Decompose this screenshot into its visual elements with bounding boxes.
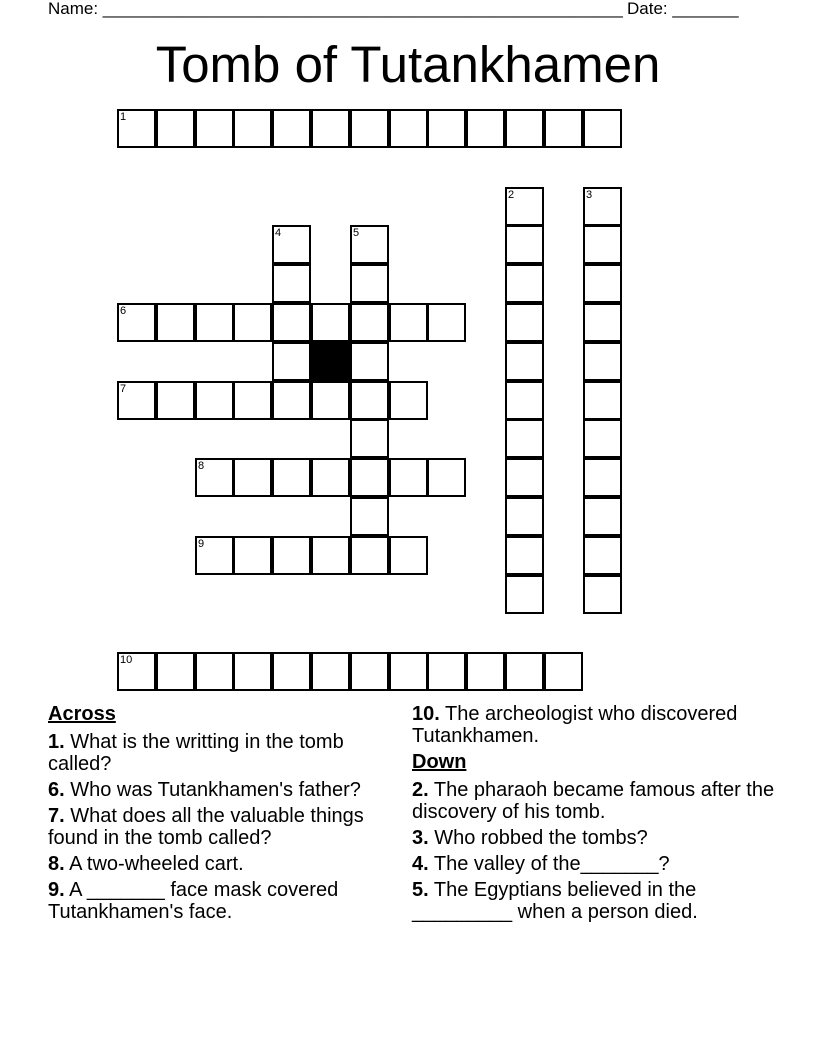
crossword-cell[interactable] — [389, 652, 428, 691]
crossword-cell[interactable] — [583, 303, 622, 342]
crossword-cell[interactable] — [156, 652, 195, 691]
crossword-cell[interactable] — [505, 575, 544, 614]
crossword-cell[interactable] — [583, 419, 622, 458]
crossword-cell[interactable] — [233, 458, 272, 497]
crossword-cell[interactable] — [233, 652, 272, 691]
crossword-cell[interactable] — [311, 536, 350, 575]
clue-number-label-7: 7 — [120, 383, 127, 395]
crossword-cell[interactable] — [272, 109, 311, 148]
clue-number: 9. — [48, 879, 65, 901]
crossword-cell[interactable] — [583, 187, 622, 226]
crossword-cell[interactable] — [233, 536, 272, 575]
clue-text: Who robbed the tombs? — [428, 827, 648, 849]
clue-number: 1. — [48, 731, 65, 753]
crossword-cell[interactable] — [583, 109, 622, 148]
crossword-cell[interactable] — [583, 225, 622, 264]
clue-text: The archeologist who discovered Tutankhamen. — [412, 703, 738, 747]
crossword-cell[interactable] — [272, 458, 311, 497]
clue-across-7 — [48, 805, 388, 849]
crossword-cell[interactable] — [350, 497, 389, 536]
crossword-cell[interactable] — [427, 303, 466, 342]
crossword-cell[interactable] — [583, 497, 622, 536]
crossword-cell[interactable] — [272, 342, 311, 381]
clue-number: 8. — [48, 853, 65, 875]
across-heading: Across — [48, 703, 116, 725]
crossword-cell[interactable] — [311, 109, 350, 148]
clue-down-5 — [412, 879, 782, 923]
crossword-cell[interactable] — [195, 458, 234, 497]
clue-number-label-8: 8 — [198, 460, 205, 472]
crossword-cell[interactable] — [311, 381, 350, 420]
crossword-cell[interactable] — [272, 225, 311, 264]
crossword-cell[interactable] — [272, 303, 311, 342]
crossword-cell[interactable] — [505, 303, 544, 342]
clue-number-label-5: 5 — [353, 227, 360, 239]
crossword-cell[interactable] — [233, 109, 272, 148]
crossword-cell[interactable] — [195, 652, 234, 691]
crossword-cell[interactable] — [350, 225, 389, 264]
crossword-cell[interactable] — [311, 303, 350, 342]
crossword-cell[interactable] — [272, 652, 311, 691]
crossword-cell[interactable] — [117, 652, 156, 691]
clue-number: 3. — [412, 827, 429, 849]
crossword-cell[interactable] — [583, 536, 622, 575]
clue-across-9 — [48, 879, 388, 923]
crossword-cell[interactable] — [505, 536, 544, 575]
clue-number: 2. — [412, 779, 429, 801]
crossword-cell[interactable] — [350, 264, 389, 303]
clue-down-2 — [412, 779, 782, 823]
crossword-cell[interactable] — [389, 109, 428, 148]
crossword-cell[interactable] — [466, 109, 505, 148]
crossword-cell[interactable] — [311, 458, 350, 497]
crossword-cell[interactable] — [195, 303, 234, 342]
crossword-cell[interactable] — [389, 458, 428, 497]
crossword-cell[interactable] — [156, 109, 195, 148]
down-heading: Down — [412, 751, 467, 773]
crossword-cell[interactable] — [505, 264, 544, 303]
crossword-cell[interactable] — [272, 264, 311, 303]
crossword-cell[interactable] — [233, 303, 272, 342]
clue-text: A two-wheeled cart. — [64, 853, 244, 875]
crossword-cell[interactable] — [350, 303, 389, 342]
crossword-cell[interactable] — [389, 303, 428, 342]
clue-number: 6. — [48, 779, 65, 801]
crossword-cell[interactable] — [233, 381, 272, 420]
crossword-cell[interactable] — [505, 109, 544, 148]
crossword-cell[interactable] — [544, 652, 583, 691]
clue-across-8 — [48, 853, 388, 875]
clue-across-6 — [48, 779, 388, 801]
name-field-label: Name: _______________________________________________________ — [48, 0, 623, 18]
crossword-cell[interactable] — [544, 109, 583, 148]
crossword-cell[interactable] — [583, 264, 622, 303]
crossword-cell[interactable] — [583, 458, 622, 497]
clues-column-right — [412, 703, 782, 927]
clue-text: The Egyptians believed in the _________ when a person died. — [412, 879, 698, 923]
crossword-block-cell — [311, 342, 350, 381]
crossword-cell[interactable] — [505, 458, 544, 497]
clue-number-label-3: 3 — [586, 189, 593, 201]
crossword-cell[interactable] — [505, 497, 544, 536]
clue-number-label-2: 2 — [508, 189, 515, 201]
crossword-cell[interactable] — [350, 458, 389, 497]
crossword-cell[interactable] — [195, 536, 234, 575]
clue-text: Who was Tutankhamen's father? — [64, 779, 361, 801]
crossword-cell[interactable] — [466, 652, 505, 691]
clue-number: 4. — [412, 853, 429, 875]
clue-number-label-4: 4 — [275, 227, 282, 239]
clues-column-left — [48, 703, 388, 927]
crossword-cell[interactable] — [389, 536, 428, 575]
crossword-cell[interactable] — [350, 536, 389, 575]
crossword-cell[interactable] — [505, 225, 544, 264]
clue-text: The valley of the_______? — [428, 853, 670, 875]
clue-number: 5. — [412, 879, 429, 901]
clue-across-10 — [412, 703, 782, 747]
crossword-cell[interactable] — [195, 109, 234, 148]
crossword-cell[interactable] — [350, 419, 389, 458]
clue-number: 7. — [48, 805, 65, 827]
crossword-cell[interactable] — [583, 381, 622, 420]
crossword-cell[interactable] — [272, 381, 311, 420]
clue-number-label-9: 9 — [198, 538, 205, 550]
crossword-cell[interactable] — [156, 381, 195, 420]
clue-text: What does all the valuable things found in the tomb called? — [48, 805, 364, 849]
crossword-cell[interactable] — [350, 381, 389, 420]
clue-text: What is the writting in the tomb called? — [48, 731, 344, 775]
clue-down-4 — [412, 853, 782, 875]
crossword-cell[interactable] — [505, 187, 544, 226]
clue-number-label-1: 1 — [120, 111, 127, 123]
crossword-cell[interactable] — [195, 381, 234, 420]
clue-down-3 — [412, 827, 782, 849]
crossword-cell[interactable] — [427, 109, 466, 148]
crossword-cell[interactable] — [117, 109, 156, 148]
crossword-cell[interactable] — [350, 109, 389, 148]
clue-number: 10. — [412, 703, 440, 725]
crossword-cell[interactable] — [350, 342, 389, 381]
crossword-cell[interactable] — [505, 652, 544, 691]
crossword-cell[interactable] — [505, 381, 544, 420]
crossword-cell[interactable] — [427, 458, 466, 497]
crossword-cell[interactable] — [505, 342, 544, 381]
crossword-cell[interactable] — [427, 652, 466, 691]
page-title: Tomb of Tutankhamen — [155, 36, 661, 93]
clue-text: A _______ face mask covered Tutankhamen's face. — [48, 879, 339, 923]
crossword-cell[interactable] — [505, 419, 544, 458]
crossword-cell[interactable] — [583, 342, 622, 381]
clue-number-label-6: 6 — [120, 305, 127, 317]
crossword-cell[interactable] — [117, 381, 156, 420]
crossword-cell[interactable] — [156, 303, 195, 342]
crossword-cell[interactable] — [350, 652, 389, 691]
crossword-cell[interactable] — [311, 652, 350, 691]
clue-number-label-10: 10 — [120, 654, 133, 666]
date-field-label: Date: _______ — [627, 0, 739, 18]
crossword-cell[interactable] — [583, 575, 622, 614]
crossword-cell[interactable] — [117, 303, 156, 342]
clue-text: The pharaoh became famous after the discovery of his tomb. — [412, 779, 775, 823]
clue-across-1 — [48, 731, 388, 775]
crossword-cell[interactable] — [272, 536, 311, 575]
crossword-cell[interactable] — [389, 381, 428, 420]
